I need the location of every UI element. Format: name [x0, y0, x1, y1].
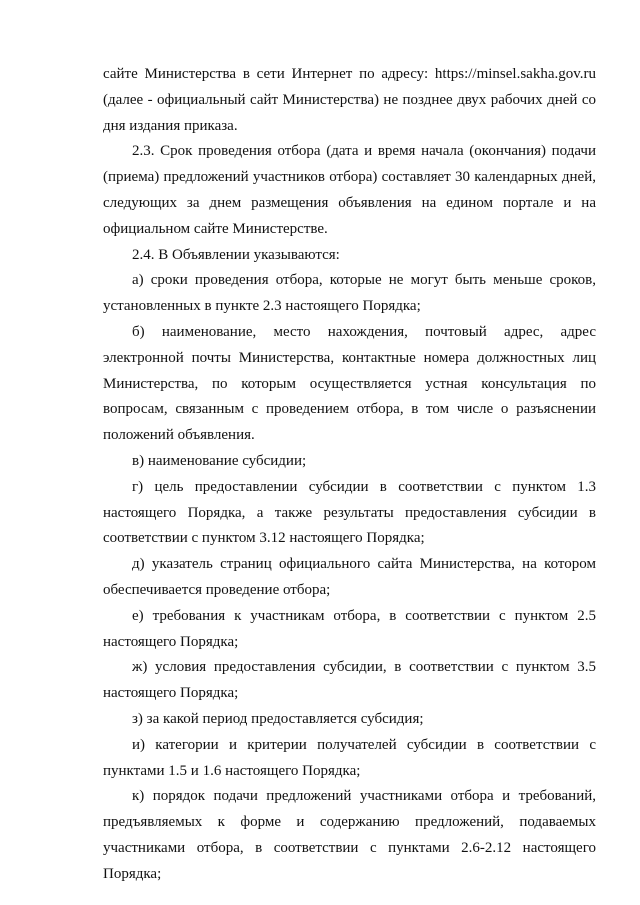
list-item-e: е) требования к участникам отбора, в соответствии с пунктом 2.5 настоящего Порядка; [103, 607, 596, 650]
list-item-k: к) порядок подачи предложений участниками отбора и требований, предъявляемых к форме и содержанию предложений, подаваемых участниками отбора, в соответствии с пунктами 2.6-2.12 настоящего Порядка; [103, 788, 596, 882]
list-item-zh: ж) условия предоставления субсидии, в соответствии с пунктом 3.5 настоящего Порядка; [103, 659, 596, 702]
paragraph-2-3-selection-period: 2.3. Срок проведения отбора (дата и время начала (окончания) подачи (приема) предложений участников отбора) составляет 30 календарных дней, следующих за днем размещения объявления на едином портале и на официальном сайте Министерстве. [103, 143, 596, 237]
list-item-b: б) наименование, место нахождения, почтовый адрес, адрес электронной почты Министерства, контактные номера должностных лиц Министерства, по которым осуществляется устная консультация по вопросам, связанным с проведением отбора, в том числе о разъяснении положений объявления. [103, 323, 596, 444]
list-item-z: з) за какой период предоставляется субсидия; [132, 710, 424, 727]
list-item-i: и) категории и критерии получателей субсидии в соответствии с пунктами 1.5 и 1.6 настоящего Порядка; [103, 736, 596, 779]
list-item-v: в) наименование субсидии; [132, 452, 307, 469]
list-item-a: а) сроки проведения отбора, которые не могут быть меньше сроков, установленных в пункте 2.3 настоящего Порядка; [103, 272, 596, 315]
paragraph-website-address: сайте Министерства в сети Интернет по адресу: https://minsel.sakha.gov.ru (далее - официальный сайт Министерства) не позднее двух рабочих дней со дня издания приказа. [103, 66, 596, 134]
paragraph-2-4-announcement-contents: 2.4. В Объявлении указываются: [132, 246, 340, 263]
list-item-d: д) указатель страниц официального сайта Министерства, на котором обеспечивается проведение отбора; [103, 556, 596, 598]
list-item-g: г) цель предоставлении субсидии в соответствии с пунктом 1.3 настоящего Порядка, а также результаты предоставления субсидии в соответствии с пунктом 3.12 настоящего Порядка; [103, 478, 596, 547]
document-body [103, 62, 596, 888]
